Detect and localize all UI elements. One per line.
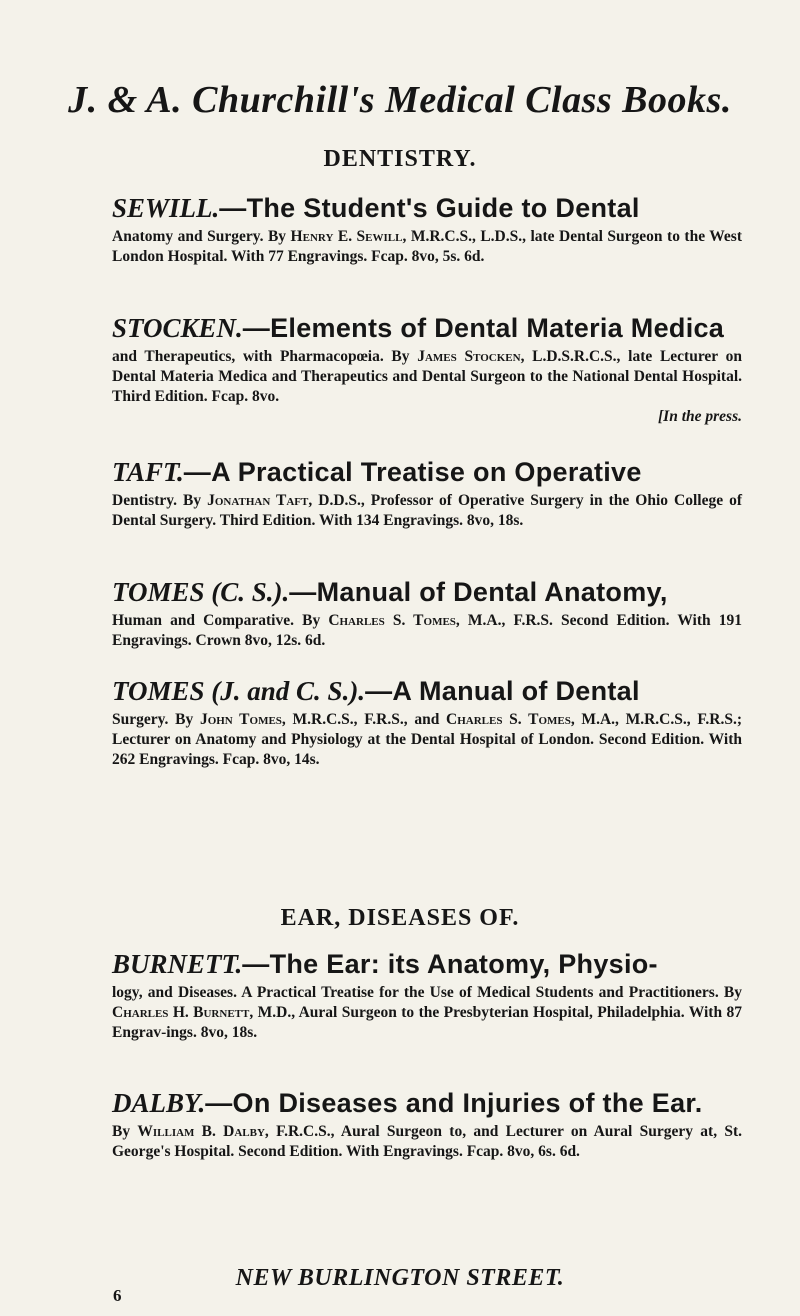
entry-author: BURNETT. (112, 949, 243, 979)
author-full-name: Henry E. Sewill (290, 228, 403, 245)
entry-tomes-cs (112, 575, 742, 651)
entry-description: Surgery. By John Tomes, M.R.C.S., F.R.S., and Charles S. Tomes, M.A., M.R.C.S., F.R.S.; Lecturer on Anatomy and Physiology at the Dental Hospital of London. Second Edition. With 262 Engravings. Fcap. 8vo, 14s. (112, 711, 742, 768)
entry-description: Anatomy and Surgery. By Henry E. Sewill, M.R.C.S., L.D.S., late Dental Surgeon to the West London Hospital. With 77 Engravings. Fcap. 8vo, 5s. 6d. (112, 228, 743, 265)
entry-author: SEWILL. (112, 193, 220, 223)
author-full-name: William B. Dalby (137, 1123, 265, 1140)
entry-title: —The Student's Guide to Dental (219, 193, 640, 223)
author-full-name: Charles H. Burnett (112, 1004, 250, 1021)
entry-title: —Manual of Dental Anatomy, (289, 577, 668, 607)
entry-description: Human and Comparative. By Charles S. Tomes, M.A., F.R.S. Second Edition. With 191 Engravings. Crown 8vo, 12s. 6d. (112, 612, 742, 649)
author-full-name: James Stocken (417, 348, 521, 365)
entry-sewill (112, 191, 742, 267)
press-note: [In the press. (658, 408, 742, 425)
entry-heading (112, 191, 742, 225)
entry-heading (112, 311, 742, 345)
entry-heading (112, 455, 742, 489)
author-full-name: John Tomes (199, 711, 282, 728)
entry-description: and Therapeutics, with Pharmacopœia. By James Stocken, L.D.S.R.C.S., late Lecturer on Dental Materia Medica and Therapeutics and Dental Surgeon to the National Dental Hospital. Third Edition. Fcap. 8vo. (112, 348, 742, 405)
entry-author: DALBY. (112, 1088, 206, 1118)
entry-heading (112, 947, 742, 981)
entry-author: TAFT. (112, 457, 184, 487)
entry-taft (112, 455, 742, 531)
entry-heading (112, 1086, 742, 1120)
entry-description: logy, and Diseases. A Practical Treatise for the Use of Medical Students and Practitioners. By Charles H. Burnett, M.D., Aural Surgeon to the Presbyterian Hospital, Philadelphia. With 87 Engrav-ings. 8vo, 18s. (112, 984, 742, 1041)
entry-title: —On Diseases and Injuries of the Ear. (205, 1088, 703, 1118)
entry-dalby (112, 1086, 742, 1162)
entry-stocken (112, 311, 742, 427)
entry-author: TOMES (C. S.). (112, 577, 290, 607)
entry-title: —The Ear: its Anatomy, Physio- (242, 949, 658, 979)
entry-description: By William B. Dalby, F.R.C.S., Aural Surgeon to, and Lecturer on Aural Surgery at, St. George's Hospital. Second Edition. With Engravings. Fcap. 8vo, 6s. 6d. (112, 1123, 742, 1160)
entry-author: TOMES (J. and C. S.). (112, 676, 366, 706)
running-head: J. & A. Churchill's Medical Class Books. (68, 79, 732, 121)
entry-heading (112, 674, 742, 708)
entry-title: —A Manual of Dental (365, 676, 640, 706)
section-heading-ear: EAR, DISEASES OF. (280, 905, 520, 931)
author-full-name: Charles S. Tomes (328, 612, 456, 629)
coauthor-full-name: Charles S. Tomes (446, 711, 571, 728)
entry-author: STOCKEN. (112, 313, 243, 343)
entry-description: Dentistry. By Jonathan Taft, D.D.S., Professor of Operative Surgery in the Ohio College of Dental Surgery. Third Edition. With 134 Engravings. 8vo, 18s. (112, 492, 743, 529)
entry-tomes-j-cs (112, 674, 742, 770)
page-number: 6 (113, 1286, 122, 1305)
entry-title: —A Practical Treatise on Operative (183, 457, 642, 487)
entry-title: —Elements of Dental Materia Medica (242, 313, 725, 343)
entry-burnett (112, 947, 742, 1043)
author-full-name: Jonathan Taft (207, 492, 309, 509)
section-heading-dentistry: DENTISTRY. (323, 146, 477, 172)
entry-heading (112, 575, 742, 609)
footer-street: NEW BURLINGTON STREET. (235, 1265, 565, 1291)
